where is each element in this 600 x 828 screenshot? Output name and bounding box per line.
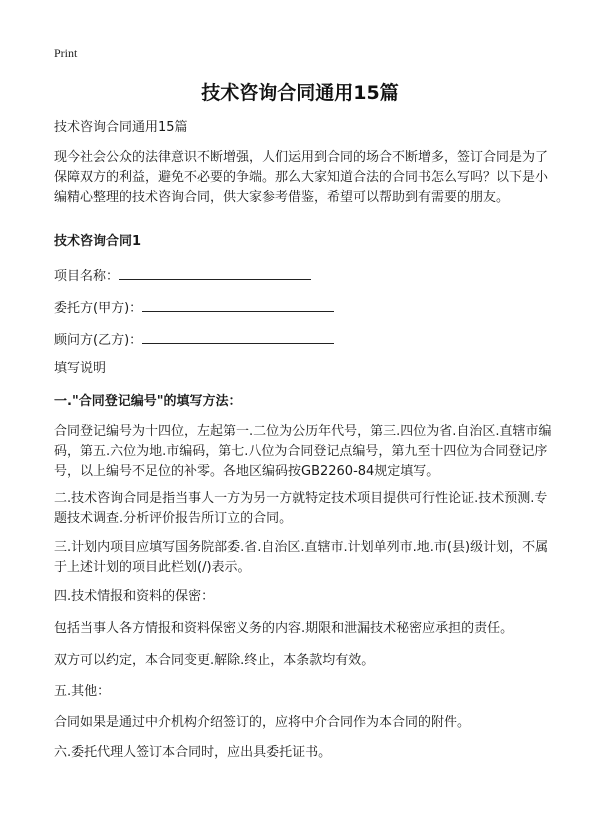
instructions-label: 填写说明 — [54, 361, 107, 376]
client-party-field — [54, 297, 334, 319]
section4-paragraph-2: 双方可以约定，本合同变更.解除.终止，本条款均有效。 — [54, 653, 375, 668]
section4-heading: 四.技术情报和资料的保密： — [54, 589, 215, 604]
section1-heading: 一."合同登记编号"的填写方法： — [54, 394, 242, 409]
section6-paragraph: 六.委托代理人签订本合同时，应出具委托证书。 — [54, 745, 332, 760]
project-name-field — [54, 265, 311, 287]
project-name-blank — [119, 265, 311, 280]
consultant-party-label: 顾问方(乙方)： — [54, 333, 143, 348]
section3-paragraph: 三.计划内项目应填写国务院部委.省.自治区.直辖市.计划单列市.地.市(县)级计划，不属于上述计划的项目此栏划(/)表示。 — [54, 540, 549, 575]
print-link[interactable]: Print — [54, 46, 78, 60]
section2-paragraph: 二.技术咨询合同是指当事人一方为另一方就特定技术项目提供可行性论证.技术预测.专题技术调查.分析评价报告所订立的合同。 — [54, 491, 548, 526]
project-name-label: 项目名称： — [54, 269, 120, 284]
section5-heading: 五.其他： — [54, 684, 111, 699]
contract-heading: 技术咨询合同1 — [54, 234, 142, 249]
consultant-party-field — [54, 329, 334, 351]
intro-paragraph: 现今社会公众的法律意识不断增强，人们运用到合同的场合不断增多，签订合同是为了保障双方的利益，避免不必要的争端。那么大家知道合法的合同书怎么写吗？以下是小编精心整理的技术咨询合同，供大家参考借鉴，希望可以帮助到有需要的朋友。 — [54, 150, 549, 205]
client-party-label: 委托方(甲方)： — [54, 301, 143, 316]
section1-paragraph: 合同登记编号为十四位，左起第一.二位为公历年代号，第三.四位为省.自治区.直辖市编码，第五.六位为地.市编码，第七.八位为合同登记点编号，第九至十四位为合同登记序号，以上编号不足位的补零。各地区编码按GB2260-84规定填写。 — [54, 424, 552, 479]
section4-paragraph-1: 包括当事人各方情报和资料保密义务的内容.期限和泄漏技术秘密应承担的责任。 — [54, 621, 514, 636]
section5-paragraph: 合同如果是通过中介机构介绍签订的，应将中介合同作为本合同的附件。 — [54, 715, 471, 730]
document-subtitle: 技术咨询合同通用15篇 — [54, 120, 188, 135]
page-title: 技术咨询合同通用15篇 — [201, 82, 399, 104]
consultant-party-blank — [142, 329, 334, 344]
client-party-blank — [142, 297, 334, 312]
